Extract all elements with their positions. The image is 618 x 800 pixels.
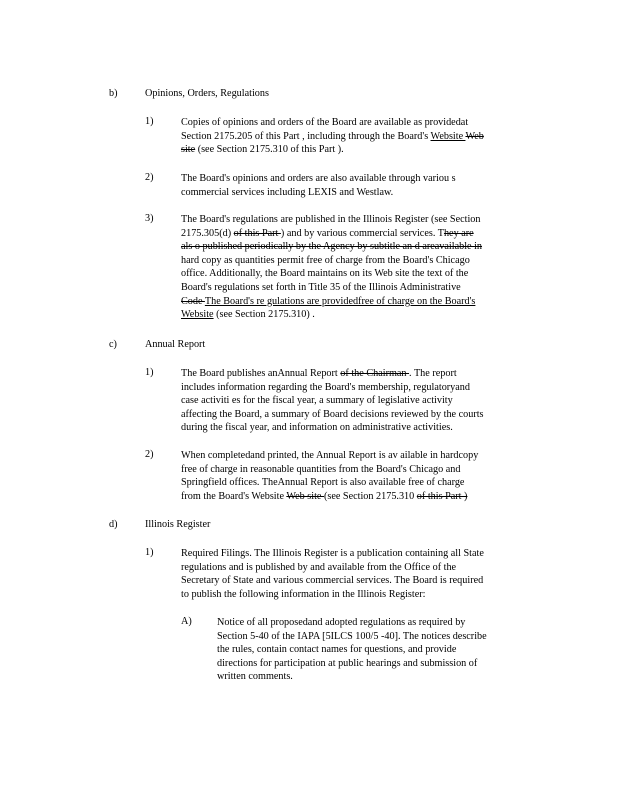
text-segment: The Board's opinions and orders are also available through variou s <box>181 173 456 184</box>
item-c1-label: 1) <box>145 367 154 378</box>
text-segment: Springfield offices. TheAnnual Report is also available free of charge <box>181 477 465 489</box>
text-line <box>181 476 535 490</box>
text-line <box>181 267 535 281</box>
text-line <box>181 172 535 186</box>
text-line <box>181 227 535 241</box>
text-segment: includes information regarding the Board's membership, regulatoryand <box>181 381 470 393</box>
item-d1-text <box>181 547 539 601</box>
text-line <box>181 490 535 504</box>
text-segment: ) and by various commercial services. T <box>280 227 444 239</box>
text-line <box>217 643 537 657</box>
text-segment: hard copy as quantities permit free of charge from the Board's Chicago <box>181 254 470 266</box>
deleted-text: of this Part <box>233 227 281 239</box>
text-line <box>217 657 537 671</box>
section-c-title: Annual Report <box>145 339 206 350</box>
item-d1-label: 1) <box>145 547 154 558</box>
deleted-text: hey are <box>443 227 474 239</box>
text-segment: regulations and is published by and available from the Office of the <box>181 561 457 573</box>
section-b-label: b) <box>109 88 118 99</box>
text-line <box>181 295 535 309</box>
text-segment: affecting the Board, a summary of Board decisions reviewed by the courts <box>181 408 484 420</box>
text-line <box>181 254 535 268</box>
text-segment: (see Section 2175.310 of this Part ). <box>195 144 344 156</box>
deleted-text: als o published periodically by the Agency by subtitle an d areavailable in <box>181 241 483 253</box>
text-line <box>181 308 535 322</box>
deleted-text: of the Chairman <box>340 368 410 379</box>
text-line <box>181 463 535 477</box>
inserted-text: The Board's re gulations are providedfree of charge on the Board's <box>204 295 476 307</box>
item-b1-label: 1) <box>145 116 154 127</box>
text-segment: The Board's regulations are published in the Illinois Register (see Section <box>181 214 481 225</box>
text-segment: Required Filings. The Illinois Register is a publication containing all State <box>181 548 484 559</box>
text-line <box>181 588 539 602</box>
text-line <box>181 561 539 575</box>
item-b2-text <box>181 172 535 199</box>
text-line <box>181 213 535 227</box>
subitem-a-text <box>217 616 537 684</box>
text-line <box>217 670 537 684</box>
text-segment: . The report <box>409 368 457 379</box>
text-line <box>181 143 535 157</box>
text-line <box>181 116 535 130</box>
text-segment: office. Additionally, the Board maintains on its Web site the text of the <box>181 268 469 280</box>
text-segment: Copies of opinions and orders of the Board are available as providedat <box>181 117 469 128</box>
text-line <box>181 421 535 435</box>
item-c1-text <box>181 367 535 435</box>
text-line <box>181 130 535 144</box>
text-line <box>181 367 535 381</box>
text-segment: from the Board's Website <box>181 490 287 502</box>
text-segment: Secretary of State and various commercial services. The Board is required <box>181 575 484 587</box>
inserted-text: Website <box>181 309 214 321</box>
text-segment: When completedand printed, the Annual Report is av ailable in hardcopy <box>181 450 479 461</box>
text-segment: commercial services including LEXIS and Westlaw. <box>181 186 394 198</box>
item-b3-text <box>181 213 535 322</box>
text-segment: The Board publishes anAnnual Report <box>181 368 341 379</box>
item-b3-label: 3) <box>145 213 154 224</box>
text-segment: (see Section 2175.310 <box>323 490 417 502</box>
text-line <box>181 381 535 395</box>
text-segment: to publish the following information in the Illinois Register: <box>181 588 426 600</box>
text-line <box>217 616 537 630</box>
text-segment: Section 2175.205 of this Part , including through the Board's <box>181 130 431 142</box>
deleted-text: Code <box>181 295 205 307</box>
text-segment: (see Section 2175.310) . <box>213 309 315 321</box>
item-b1-text <box>181 116 535 157</box>
text-line <box>181 240 535 254</box>
deleted-text: Web <box>465 130 484 142</box>
item-c2-label: 2) <box>145 449 154 460</box>
text-segment: Notice of all proposedand adopted regulations as required by <box>217 617 466 628</box>
text-segment: the rules, contain contact names for questions, and provide <box>217 644 457 656</box>
text-line <box>181 186 535 200</box>
deleted-text: site <box>181 144 196 156</box>
text-segment: case activiti es for the fiscal year, a summary of legislative activity <box>181 395 453 407</box>
section-b-title: Opinions, Orders, Regulations <box>145 88 269 99</box>
text-line <box>181 281 535 295</box>
text-line <box>181 449 535 463</box>
deleted-text: Web site <box>286 490 324 502</box>
deleted-text: of this Part ) <box>416 490 468 502</box>
text-segment: Board's regulations set forth in Title 35 of the Illinois Administrative <box>181 281 461 293</box>
text-line <box>217 630 537 644</box>
item-b2-label: 2) <box>145 172 154 183</box>
text-line <box>181 408 535 422</box>
text-segment: Section 5-40 of the IAPA [5ILCS 100/5 -40]. The notices describe <box>217 630 487 642</box>
text-segment: during the fiscal year, and information on administrative activities. <box>181 422 453 434</box>
inserted-text: Website <box>430 130 466 142</box>
item-c2-text <box>181 449 535 503</box>
text-segment: directions for participation at public hearings and submission of <box>217 657 478 669</box>
text-segment: written comments. <box>217 671 293 683</box>
text-line <box>181 394 535 408</box>
section-d-title: Illinois Register <box>145 519 211 530</box>
text-line <box>181 574 539 588</box>
section-d-label: d) <box>109 519 118 530</box>
text-segment: 2175.305(d) <box>181 227 234 239</box>
section-c-label: c) <box>109 339 117 350</box>
subitem-a-label: A) <box>181 616 192 627</box>
text-segment: free of charge in reasonable quantities from the Board's Chicago and <box>181 463 461 475</box>
text-line <box>181 547 539 561</box>
